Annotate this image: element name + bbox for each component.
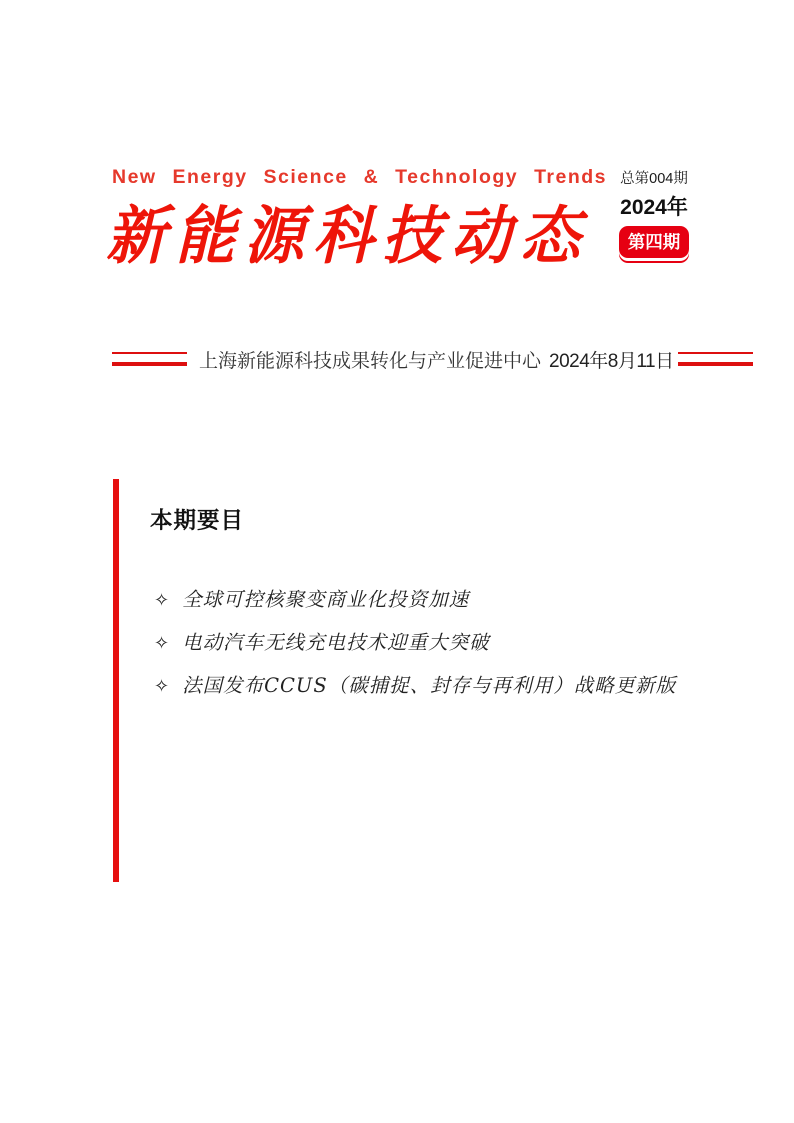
diamond-bullet-icon: ✧ bbox=[154, 590, 170, 611]
divider-line-thin bbox=[112, 352, 187, 354]
list-item bbox=[154, 627, 676, 670]
organization-name: 上海新能源科技成果转化与产业促进中心 bbox=[199, 350, 542, 372]
publication-date: 2024年8月11日 bbox=[549, 350, 674, 372]
chinese-calligraphy-title: 新能源科技动态 bbox=[106, 199, 589, 273]
masthead-divider-row bbox=[112, 342, 690, 376]
contents-list bbox=[154, 584, 676, 713]
list-item-text: 全球可控核聚变商业化投资加速 bbox=[182, 588, 470, 611]
left-divider-lines bbox=[112, 352, 187, 366]
diamond-bullet-icon: ✧ bbox=[154, 633, 170, 654]
divider-line-thin bbox=[678, 352, 753, 354]
list-item-text: 电动汽车无线充电技术迎重大突破 bbox=[182, 631, 490, 654]
red-accent-bar bbox=[113, 479, 119, 882]
diamond-bullet-icon: ✧ bbox=[154, 676, 170, 697]
list-item bbox=[154, 584, 676, 627]
list-item-text: 法国发布CCUS（碳捕捉、封存与再利用）战略更新版 bbox=[182, 674, 677, 697]
divider-line-thick bbox=[112, 362, 187, 366]
divider-line-thick bbox=[678, 362, 753, 366]
issue-year: 2024年 bbox=[620, 196, 688, 219]
issue-info-column bbox=[608, 167, 700, 258]
issue-number-badge: 第四期 bbox=[619, 226, 690, 258]
english-title: New Energy Science & Technology Trends bbox=[112, 166, 607, 188]
right-divider-lines bbox=[678, 352, 753, 366]
contents-heading: 本期要目 bbox=[150, 508, 245, 533]
list-item bbox=[154, 670, 676, 713]
issue-total-number: 总第004期 bbox=[620, 171, 688, 187]
